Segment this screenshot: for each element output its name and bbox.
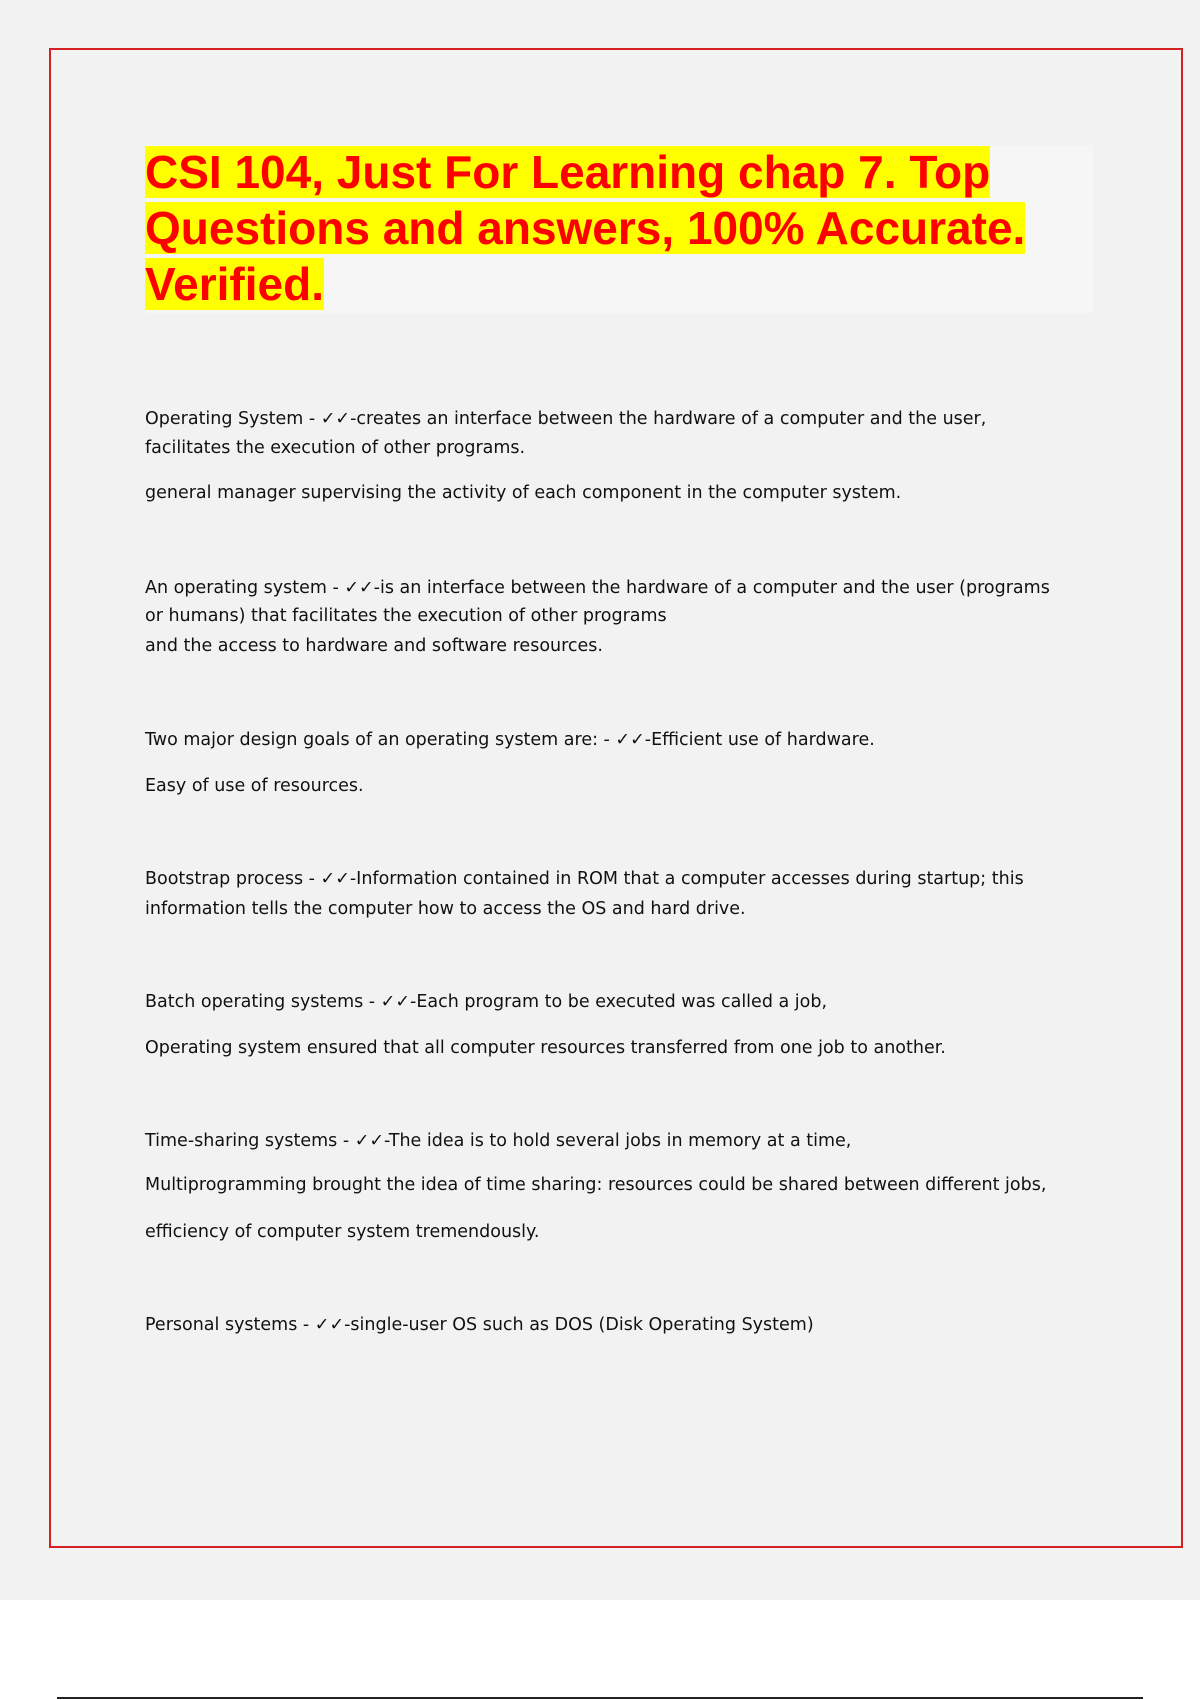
qa-entry-operating-system-line-1: Operating System - ✓✓-creates an interface between the hardware of a computer and the user, [145,409,987,429]
document-title-text: CSI 104, Just For Learning chap 7. Top Questions and answers, 100% Accurate. Verified. [145,146,1026,310]
qa-entry-design-goals-line-1: Two major design goals of an operating system are: - ✓✓-Efficient use of hardware. [145,730,875,750]
footer-rule [57,1697,1143,1699]
qa-entry-an-operating-system-line-2: or humans) that facilitates the execution of other programs [145,606,667,626]
qa-entry-bootstrap-line-1: Bootstrap process - ✓✓-Information contained in ROM that a computer accesses during startup; this [145,869,1024,889]
qa-entry-personal-systems-line-1: Personal systems - ✓✓-single-user OS such as DOS (Disk Operating System) [145,1315,814,1335]
qa-entry-operating-system-note: general manager supervising the activity of each component in the computer system. [145,483,902,503]
qa-entry-time-sharing-note-2: efficiency of computer system tremendously. [145,1222,540,1242]
qa-entry-batch-line-1: Batch operating systems - ✓✓-Each program to be executed was called a job, [145,992,828,1012]
qa-entry-design-goals-note: Easy of use of resources. [145,776,364,796]
qa-entry-an-operating-system-line-3: and the access to hardware and software resources. [145,636,603,656]
qa-entry-an-operating-system-line-1: An operating system - ✓✓-is an interface between the hardware of a computer and the user (programs [145,578,1050,598]
qa-entry-batch-note: Operating system ensured that all computer resources transferred from one job to another. [145,1038,946,1058]
qa-entry-operating-system-line-2: facilitates the execution of other programs. [145,438,526,458]
qa-entry-time-sharing-line-1: Time-sharing systems - ✓✓-The idea is to hold several jobs in memory at a time, [145,1131,852,1151]
qa-entry-time-sharing-note-1: Multiprogramming brought the idea of time sharing: resources could be shared between different jobs, [145,1175,1047,1195]
document-title [145,144,1075,312]
qa-entry-bootstrap-line-2: information tells the computer how to access the OS and hard drive. [145,899,746,919]
